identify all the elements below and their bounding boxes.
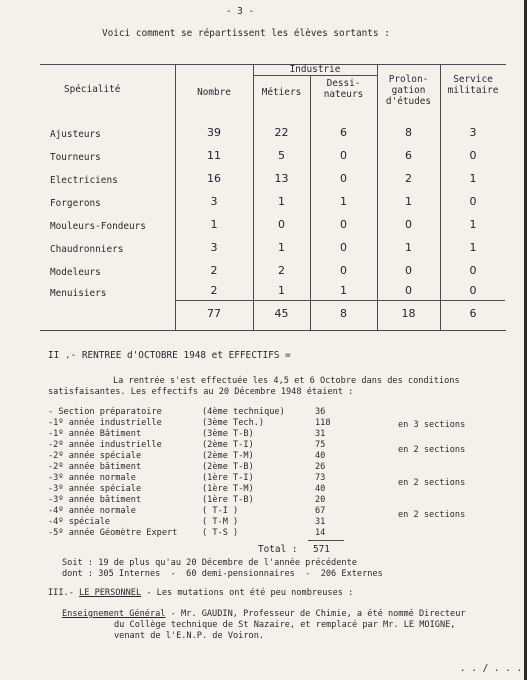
cell-service: 0 — [469, 264, 477, 277]
enrollment-label: -4º spéciale — [48, 517, 111, 527]
enrollment-note: en 2 sections — [398, 445, 466, 455]
cell-dessinateurs: 0 — [340, 241, 347, 254]
cell-nombre: 39 — [207, 126, 221, 139]
header-service-1: Service — [453, 74, 493, 85]
section-2-para-line-2: satisfaisantes. Les effectifs au 20 Décembre 1948 étaient : — [48, 387, 354, 397]
header-industrie: Industrie — [289, 64, 341, 75]
section-3-number: III.- — [48, 588, 80, 598]
section-3-line-2: du Collège technique de St Nazaire, et remplacé par Mr. LE MOIGNE, — [114, 620, 456, 630]
header-service-2: militaire — [447, 85, 499, 96]
enrollment-note: en 2 sections — [398, 478, 466, 488]
cell-nombre: 3 — [210, 241, 218, 254]
cell-prolongation: 8 — [405, 126, 412, 139]
total-value: 571 — [313, 544, 330, 555]
intro-text: Voici comment se répartissent les élèves sortants : — [102, 28, 390, 39]
cell-metiers: 1 — [278, 195, 285, 208]
header-dessinateurs-2: nateurs — [323, 89, 364, 100]
industrie-rule — [253, 75, 377, 76]
header-prolongation-2: gation — [391, 85, 426, 96]
header-dessinateurs-1: Dessi- — [326, 78, 361, 89]
total-nombre: 77 — [207, 307, 221, 320]
enrollment-label: -3º année normale — [48, 473, 136, 483]
cell-nombre: 16 — [207, 172, 221, 185]
section-3-line-3: venant de l'E.N.P. de Voiron. — [114, 631, 265, 641]
enrollment-type: (3ème Tech.) — [202, 418, 265, 428]
cell-nombre: 2 — [210, 284, 218, 297]
total-prolongation: 18 — [401, 307, 416, 320]
cell-metiers: 13 — [274, 172, 289, 185]
cell-dessinateurs: 0 — [340, 172, 347, 185]
cell-metiers: 1 — [278, 241, 285, 254]
cell-metiers: 2 — [278, 264, 285, 277]
cell-service: 1 — [469, 241, 477, 254]
enseignement-label: Enseignement Général — [62, 609, 166, 619]
continuation-mark: . . / . . . — [460, 663, 523, 674]
total-label: Total : — [258, 544, 298, 555]
enrollment-type: ( T-I ) — [202, 506, 239, 516]
enrollment-count: 75 — [315, 440, 326, 450]
cell-dessinateurs: 1 — [340, 195, 347, 208]
enrollment-label: -2º année industrielle — [48, 440, 162, 450]
enrollment-count: 31 — [315, 517, 326, 527]
enrollment-count: 40 — [315, 451, 326, 461]
cell-dessinateurs: 0 — [340, 218, 347, 231]
row-label: Menuisiers — [50, 288, 107, 299]
cell-nombre: 11 — [207, 149, 221, 162]
cell-prolongation: 0 — [405, 218, 412, 231]
enrollment-label: -2º année bâtiment — [48, 462, 142, 472]
enrollment-count: 40 — [315, 484, 326, 494]
enrollment-type: (2ème T-I) — [202, 440, 254, 450]
cell-metiers: 5 — [278, 149, 285, 162]
cell-dessinateurs: 0 — [340, 149, 347, 162]
row-label: Ajusteurs — [50, 129, 101, 140]
enrollment-count: 67 — [315, 506, 326, 516]
enrollment-type: (2ème T-B) — [202, 462, 254, 472]
row-label: Chaudronniers — [50, 244, 124, 255]
row-label: Electriciens — [50, 175, 118, 186]
enrollment-label: -5º année Géomètre Expert — [48, 528, 178, 538]
cell-service: 0 — [469, 284, 477, 297]
cell-nombre: 3 — [210, 195, 218, 208]
enrollment-label: -1º année industrielle — [48, 418, 162, 428]
enrollment-count: 31 — [315, 429, 326, 439]
enrollment-type: ( T-M ) — [202, 517, 239, 527]
total-service: 6 — [469, 307, 477, 320]
cell-nombre: 1 — [210, 218, 218, 231]
enrollment-count: 26 — [315, 462, 326, 472]
cell-service: 3 — [469, 126, 477, 139]
enrollment-count: 73 — [315, 473, 326, 483]
cell-nombre: 2 — [210, 264, 218, 277]
cell-dessinateurs: 1 — [340, 284, 347, 297]
enrollment-note: en 3 sections — [398, 420, 466, 430]
enseignement-line — [62, 609, 466, 620]
enseignement-rest: - Mr. GAUDIN, Professeur de Chimie, a été nommé Directeur — [165, 609, 466, 619]
enrollment-count: 14 — [315, 528, 326, 538]
enrollment-count: 36 — [315, 407, 326, 417]
cell-prolongation: 0 — [405, 284, 412, 297]
enrollment-label: -3º année bâtiment — [48, 495, 142, 505]
cell-metiers: 0 — [278, 218, 285, 231]
header-metiers: Métiers — [261, 87, 302, 98]
row-label: Tourneurs — [50, 152, 101, 163]
enrollment-type: (4ème technique) — [202, 407, 285, 417]
enrollment-label: -3º année spéciale — [48, 484, 142, 494]
total-metiers: 45 — [274, 307, 289, 320]
total-rule — [308, 540, 344, 541]
cell-prolongation: 1 — [405, 195, 412, 208]
enrollment-label: -2º année spéciale — [48, 451, 142, 461]
section-2-para-line-1: La rentrée s'est effectuée les 4,5 et 6 Octobre dans des conditions — [113, 376, 460, 386]
enrollment-note: en 2 sections — [398, 510, 466, 520]
page-number: - 3 - — [225, 6, 255, 17]
cell-prolongation: 0 — [405, 264, 412, 277]
cell-service: 0 — [469, 149, 477, 162]
header-specialite: Spécialité — [64, 84, 121, 95]
enrollment-type: (3ème T-B) — [202, 429, 254, 439]
section-2-title: II .- RENTREE d'OCTOBRE 1948 et EFFECTIFS = — [48, 350, 291, 361]
cell-prolongation: 1 — [405, 241, 412, 254]
section-3-title — [48, 588, 353, 599]
total-dessinateurs: 8 — [340, 307, 347, 320]
enrollment-type: (1ère T-M) — [202, 484, 254, 494]
row-label: Mouleurs-Fondeurs — [50, 221, 146, 232]
cell-dessinateurs: 0 — [340, 264, 347, 277]
cell-metiers: 22 — [274, 126, 289, 139]
enrollment-type: (2ème T-M) — [202, 451, 254, 461]
enrollment-count: 20 — [315, 495, 326, 505]
cell-service: 1 — [469, 218, 477, 231]
row-label: Modeleurs — [50, 267, 101, 278]
cell-metiers: 1 — [278, 284, 285, 297]
table-bottom-rule — [40, 330, 506, 331]
cell-prolongation: 2 — [405, 172, 412, 185]
dont-line: dont : 305 Internes - 60 demi-pensionnaires - 206 Externes — [62, 569, 383, 579]
enrollment-label: -1º année Bâtiment — [48, 429, 142, 439]
enrollment-type: (1ère T-B) — [202, 495, 254, 505]
header-nombre: Nombre — [197, 87, 231, 98]
totals-rule — [175, 300, 505, 301]
enrollment-type: (1ère T-I) — [202, 473, 254, 483]
enrollment-type: ( T-S ) — [202, 528, 239, 538]
section-3-title-underlined: LE PERSONNEL — [79, 588, 142, 598]
section-3-title-rest: - Les mutations ont été peu nombreuses : — [141, 588, 354, 598]
cell-service: 1 — [469, 172, 477, 185]
row-label: Forgerons — [50, 198, 101, 209]
cell-prolongation: 6 — [405, 149, 412, 162]
soit-line: Soit : 19 de plus qu'au 20 Décembre de l'année précédente — [62, 558, 357, 568]
cell-dessinateurs: 6 — [340, 126, 347, 139]
enrollment-count: 118 — [315, 418, 331, 428]
header-prolongation-3: d'études — [385, 96, 432, 107]
enrollment-label: -4º année normale — [48, 506, 136, 516]
cell-service: 0 — [469, 195, 477, 208]
header-prolongation-1: Prolon- — [388, 74, 429, 85]
enrollment-label: - Section préparatoire — [48, 407, 162, 417]
